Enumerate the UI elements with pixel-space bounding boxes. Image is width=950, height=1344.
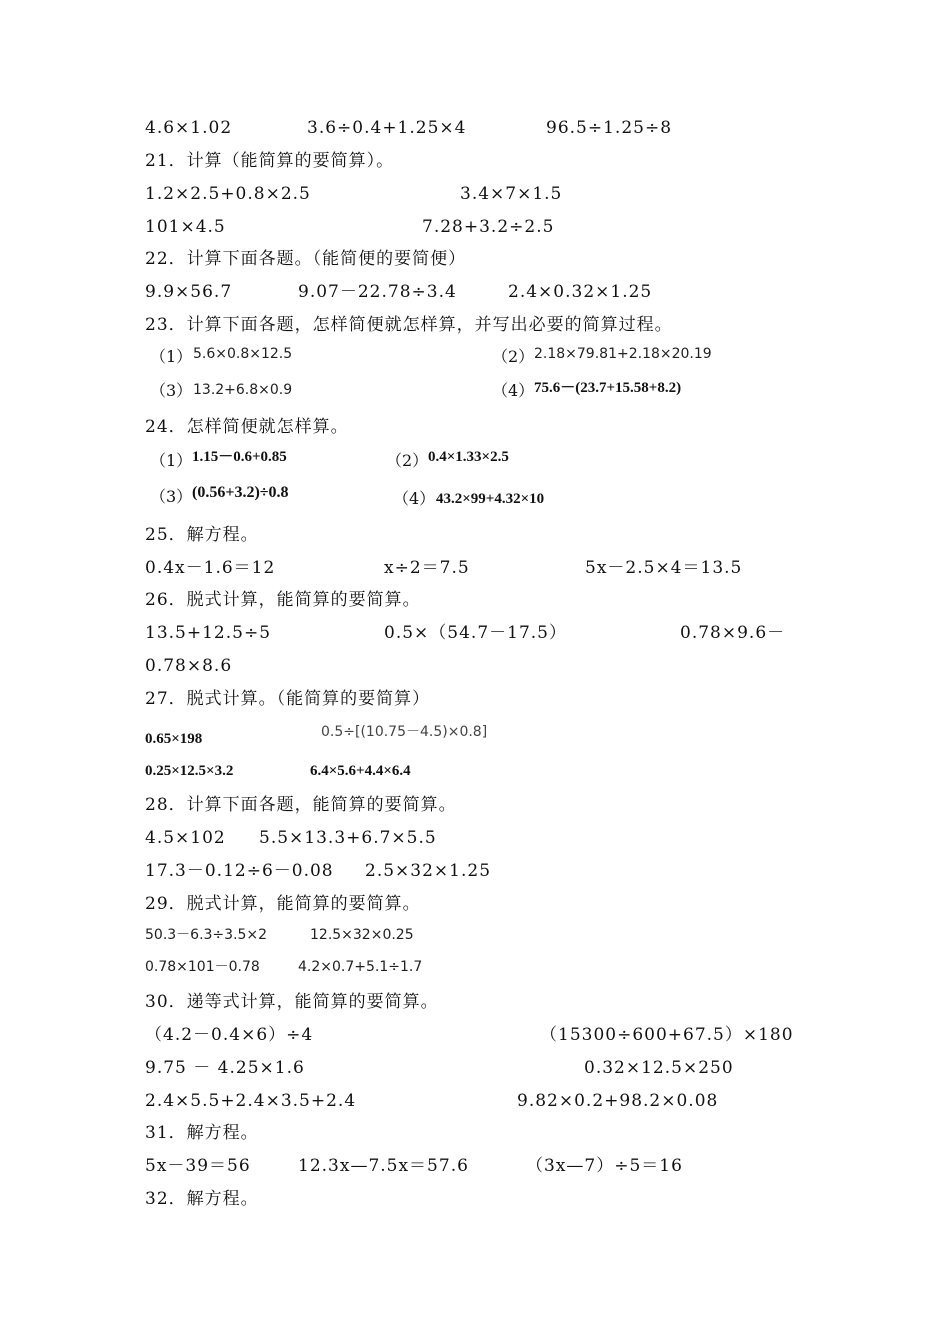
expr: 101×4.5	[145, 217, 226, 237]
formula: 2.18×79.81+2.18×20.19	[534, 346, 712, 362]
equation: （3x—7）÷5＝16	[526, 1156, 683, 1176]
expr: 9.75 － 4.25×1.6	[145, 1058, 305, 1078]
item-label: （3）	[150, 487, 193, 506]
expr: 0.32×12.5×250	[584, 1058, 734, 1078]
expr: 2.5×32×1.25	[365, 861, 492, 881]
question-title: 30．递等式计算，能简算的要简算。	[145, 992, 439, 1012]
formula: 5.6×0.8×12.5	[193, 346, 293, 362]
formula: 1.15－0.6+0.85	[192, 449, 287, 465]
expr: 3.4×7×1.5	[460, 184, 563, 204]
formula: 12.5×32×0.25	[310, 927, 414, 943]
question-title: 32．解方程。	[145, 1189, 259, 1209]
expr: 13.5+12.5÷5	[145, 623, 272, 643]
item-label: （3）	[150, 381, 193, 400]
formula: 4.2×0.7+5.1÷1.7	[298, 959, 423, 975]
formula: 6.4×5.6+4.4×6.4	[310, 763, 411, 779]
expr: 0.5×（54.7－17.5）	[384, 623, 567, 643]
equation: 5x－39＝56	[145, 1156, 251, 1176]
expr: 1.2×2.5+0.8×2.5	[145, 184, 311, 204]
question-title: 27．脱式计算。（能简算的要简算）	[145, 689, 431, 709]
equation: 0.4x－1.6＝12	[145, 558, 276, 578]
formula: 0.25×12.5×3.2	[145, 763, 234, 779]
item-label: （4）	[492, 381, 535, 400]
item-label: （2）	[386, 451, 429, 470]
formula: (0.56+3.2)÷0.8	[192, 484, 289, 501]
item-label: （2）	[492, 347, 535, 366]
formula: 43.2×99+4.32×10	[436, 491, 545, 507]
expr: 2.4×0.32×1.25	[508, 282, 653, 302]
formula: 0.65×198	[145, 731, 203, 747]
expr: （15300÷600+67.5）×180	[540, 1025, 794, 1045]
question-title: 26．脱式计算，能简算的要简算。	[145, 590, 421, 610]
expr: 0.78×9.6－	[680, 623, 786, 643]
formula: 75.6－(23.7+15.58+8.2)	[534, 380, 682, 396]
item-label: （4）	[393, 489, 436, 508]
formula: 50.3－6.3÷3.5×2	[145, 927, 268, 943]
expr: 0.78×8.6	[145, 656, 233, 676]
question-title: 25．解方程。	[145, 525, 259, 545]
expr: 5.5×13.3+6.7×5.5	[259, 828, 437, 848]
item-label: （1）	[150, 347, 193, 366]
formula: 0.4×1.33×2.5	[428, 449, 509, 465]
question-title: 28．计算下面各题，能简算的要简算。	[145, 795, 457, 815]
expr: 4.6×1.02	[145, 118, 233, 138]
expr: 9.9×56.7	[145, 282, 233, 302]
question-title: 23．计算下面各题，怎样简便就怎样算，并写出必要的简算过程。	[145, 315, 673, 335]
equation: 12.3x—7.5x＝57.6	[298, 1156, 469, 1176]
formula: 13.2+6.8×0.9	[193, 382, 293, 398]
expr: 7.28+3.2÷2.5	[422, 217, 555, 237]
expr: 9.82×0.2+98.2×0.08	[517, 1091, 719, 1111]
expr: 9.07－22.78÷3.4	[298, 282, 457, 302]
question-title: 29．脱式计算，能简算的要简算。	[145, 894, 421, 914]
question-title: 24．怎样简便就怎样算。	[145, 417, 349, 437]
expr: （4.2－0.4×6）÷4	[145, 1025, 314, 1045]
expr: 96.5÷1.25÷8	[546, 118, 673, 138]
equation: x÷2＝7.5	[384, 558, 470, 578]
question-title: 21．计算（能简算的要简算）。	[145, 151, 395, 171]
expr: 17.3－0.12÷6－0.08	[145, 861, 334, 881]
equation: 5x－2.5×4＝13.5	[585, 558, 743, 578]
expr: 4.5×102	[145, 828, 226, 848]
formula: 0.5÷[(10.75－4.5)×0.8]	[321, 724, 488, 740]
expr: 2.4×5.5+2.4×3.5+2.4	[145, 1091, 357, 1111]
question-title: 22．计算下面各题。（能简便的要简便）	[145, 249, 467, 269]
question-title: 31．解方程。	[145, 1123, 259, 1143]
expr: 3.6÷0.4+1.25×4	[307, 118, 467, 138]
item-label: （1）	[150, 451, 193, 470]
formula: 0.78×101－0.78	[145, 959, 260, 975]
